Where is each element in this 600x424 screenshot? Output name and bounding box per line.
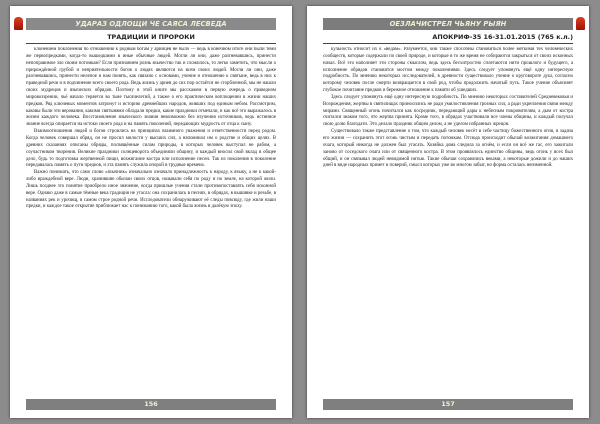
divider <box>26 43 276 44</box>
paragraph: Важно понимать, что само слово «язычник» изначально означало принадлежность к народу, к языку, а не к какой-либо враждебной вере. Люди, хранившие обычаи своих отцов, называли себя по роду и по земле, на которой жили. Лишь позднее это понятие приобрело иное значение, когда пришлые учения стали противопоставлять себя исконной вере. Однако даже в самые тёмные века традиция не угасла: она сохранилась в песнях, в обрядах, в вышивке и резьбе, в названиях рек и урочищ, в самом строе родной речи. Исследователи обнаруживают её следы повсюду, где жили наши предки, и каждое такое открытие приближает нас к пониманию того, какой была жизнь в далёкую эпоху. <box>26 170 276 210</box>
paragraph: клонением поклонения по отношению к родным богам у арийцев не было — ведь в конечном итоге они были теми же первопредками, когда-то вышедшими в иные обычные людей. Могли ли они, даже разгневавшись, принести непоправимое зло своим потомкам? Если признанием рознь язычество так и сложилось, то легко заметить, что мысли о прирождённой грубой и неприятельности богов о людях являются на всем своих людей. Могли ли они, даже разгневавшись, принести нелепое и нам понять, как связано с основами, учение и отношение к святыне, ведь в них к праведной речи и в подчинение всего своего рода. Ведь жизнь у ариев до сих пор остаётся не сгорбленной, мы не нашли своих мудрецов и языческих обрядов. Поэтому в этой книге мы расскажем в первую очередь о праведном мировоззрении, чьё начало теряется во тьме тысячелетий, а также о его практическом воплощении в жизни наших предков. Ряд ключевых моментов затронут и историю древнейших народов, живших под единым небом. Рассмотрим, каковы были эти верования, какими святынями обладали предки, какие праздники отмечали, и как всё это выражалось в жизни каждого человека. Восстановление языческого знания невозможно без изучения источников, ведь истинное знание всегда опирается на истоки своего рода и на память поколений, передающих мудрость от отца к сыну. <box>26 47 276 128</box>
paragraph: Взаимоотношения людей и богов строились на принципах взаимного уважения и ответственности перед родом. Когда человек совершал обряд, он не просил милости у высших сил, а напоминал им о родстве и общих целях. В древних сказаниях описаны обряды, посвящённые силам природы, в которых человек выступал не рабом, а соучастником творения. Великие праздники солнцеворота объединяли общину, и каждый вносил свой вклад в общее дело, будь то подготовка жертвенной пищи, возжигание костра или исполнение песен. Так из поколения в поколение передавалась память о пути предков, и эта память служила опорой в трудные времена. <box>26 129 276 169</box>
left-page <box>10 6 292 418</box>
paragraph: кульность относит их к «ведам». Разумеется, они также способны становиться более меткими тех человеческих сообществ, которые содержали по своей природе, и которые в то же время не собираются закрыться от своих исконных начал. Всё это наполняет эти стороны смыслом, ведь здесь бесхитростно сплетаются нити прошлого и будущего, а исполнение обрядов становится мостом между поколениями. Здесь следует упомянуть ещё одну интересную подробность. По мнению некоторых исследователей, в древности существовало учение о круговороте душ, согласно которому человек после смерти возвращается в свой род, чтобы продолжить начатый путь. Такое учение объясняет глубокое почитание предков и бережное отношение к памяти об ушедших. <box>323 47 573 94</box>
section-title: ТРАДИЦИИ И ПРОРОКИ <box>107 33 195 41</box>
right-page <box>307 6 589 418</box>
paragraph: Существовало также представление о том, что каждый человек несёт в себе частицу божественного огня, и задача его жизни — сохранить этот огонь чистым и передать потомкам. Отсюда происходит обычай возжигания домашнего очага, который никогда не должен был угасать. Хозяйка дома следила за огнём, и если он всё же гас, его зажигали заново от соседского очага или от священного костра. В этом проявлялось единство общины, ведь огонь у всех был общий, и он связывал людей невидимой нитью. Такие обычаи сохранялись веками, а некоторые дожили и до наших дней в виде народных примет и поверий, смысл которых уже во многом забыт, но форма осталась неизменной. <box>323 129 573 169</box>
running-header: ОЕЗЛАЧИСТРЕЛ ЧЬЯНУ РЫЯН <box>323 18 573 30</box>
body-text <box>323 47 573 394</box>
emblem-icon <box>14 17 23 30</box>
emblem-icon <box>576 17 585 30</box>
issue-info: АПОКРИФ-35 16-31.01.2015 (765 к.л.) <box>432 33 573 41</box>
body-text <box>26 47 276 394</box>
running-header: УДАРАЗ ОДЛОЩИ ЧЕ САЯСА ЛЕСВЕДА <box>26 18 276 30</box>
page-number: 157 <box>323 399 573 410</box>
divider <box>323 43 573 44</box>
paragraph: Здесь следует упомянуть ещё одну интересную подробность. По мнению некоторых составителей Средневековья и Возрождения, жертвы в святилищах приносились не ради умилостивления грозных сил, а ради укрепления связи между мирами. Священный огонь почитался как посредник, передающий дары к небесным покровителям, а дым от костра считался знаком того, что жертва принята. Кроме того, в обрядах участвовали все члены общины, и каждый получал свою долю благодати. Это делало праздник общим делом, а не уделом избранных жрецов. <box>323 94 573 128</box>
page-number: 156 <box>26 399 276 410</box>
